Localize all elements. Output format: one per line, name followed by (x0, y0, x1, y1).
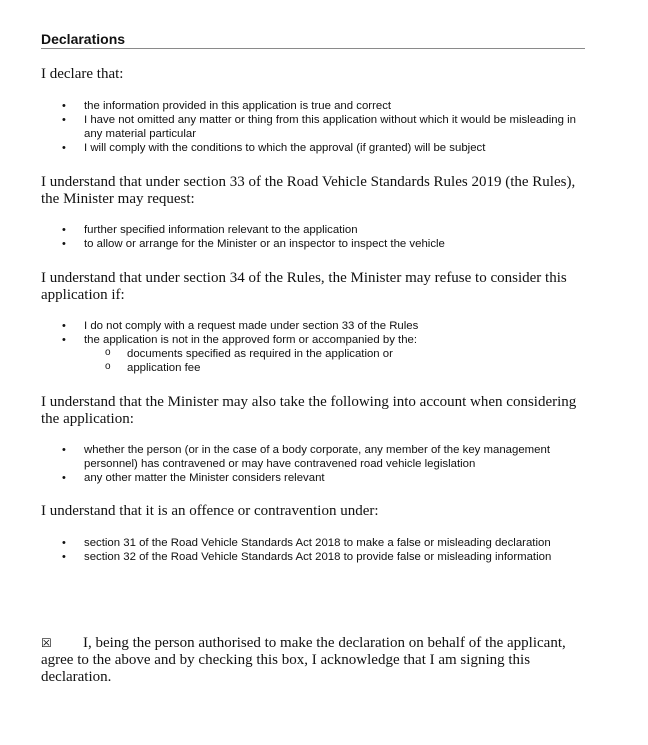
bullet-icon: • (62, 142, 66, 154)
list-item: • the information provided in this application is true and correct (62, 100, 392, 112)
list-item: • further specified information relevant to the application (62, 224, 358, 236)
section-33-list (41, 223, 586, 251)
section-34-list (41, 319, 586, 375)
bullet-icon: • (62, 537, 66, 549)
list-item: • to allow or arrange for the Minister or an inspector to inspect the vehicle (62, 238, 445, 250)
circle-bullet-icon: o (105, 347, 111, 358)
bullet-icon: • (62, 114, 66, 126)
bullet-icon: • (62, 551, 66, 563)
intro-section-33: I understand that under section 33 of the Road Vehicle Standards Rules 2019 (the Rules), the Minister may request: (41, 174, 576, 207)
bullet-icon: • (62, 444, 66, 456)
bullet-icon: • (62, 320, 66, 332)
intro-offences: I understand that it is an offence or contravention under: (41, 503, 379, 519)
intro-section-34: I understand that under section 34 of the Rules, the Minister may refuse to consider this application if: (41, 270, 567, 303)
list-item: • any other matter the Minister considers relevant (62, 472, 325, 484)
list-item: • section 32 of the Road Vehicle Standards Act 2018 to provide false or misleading information (62, 551, 552, 563)
intro-considerations: I understand that the Minister may also take the following into account when considering the application: (41, 394, 577, 427)
bullet-icon: • (62, 238, 66, 250)
bullet-icon: • (62, 100, 66, 112)
list-item: • section 31 of the Road Vehicle Standards Act 2018 to make a false or misleading declaration (62, 537, 551, 549)
section-heading: Declarations (41, 31, 585, 49)
list-item: • I have not omitted any matter or thing from this application without which it would be misleading in any material particular (62, 114, 576, 140)
sub-list-item: o documents specified as required in the application or (105, 347, 393, 360)
signing-declaration (41, 635, 586, 686)
bullet-icon: • (62, 224, 66, 236)
intro-declare: I declare that: (41, 66, 124, 82)
list-item: • the application is not in the approved form or accompanied by the: o documents specified as required in the application or o application fee (41, 333, 586, 375)
sub-list-item: o application fee (105, 361, 201, 374)
considerations-list (41, 443, 586, 485)
sub-list (84, 347, 586, 375)
declaration-checkbox[interactable]: ☒ (41, 636, 52, 650)
declaration-text: I, being the person authorised to make the declaration on behalf of the applicant, agree to the above and by checking this box, I acknowledge that I am signing this declaration. (41, 635, 566, 685)
list-item: • I will comply with the conditions to which the approval (if granted) will be subject (62, 142, 486, 154)
list-item: • whether the person (or in the case of a body corporate, any member of the key management personnel) has contravened or may have contravened road vehicle legislation (62, 444, 551, 470)
circle-bullet-icon: o (105, 361, 111, 372)
bullet-icon: • (62, 334, 66, 346)
bullet-icon: • (62, 472, 66, 484)
declare-list (41, 99, 586, 155)
offences-list (41, 536, 586, 564)
list-item: • I do not comply with a request made under section 33 of the Rules (62, 320, 419, 332)
